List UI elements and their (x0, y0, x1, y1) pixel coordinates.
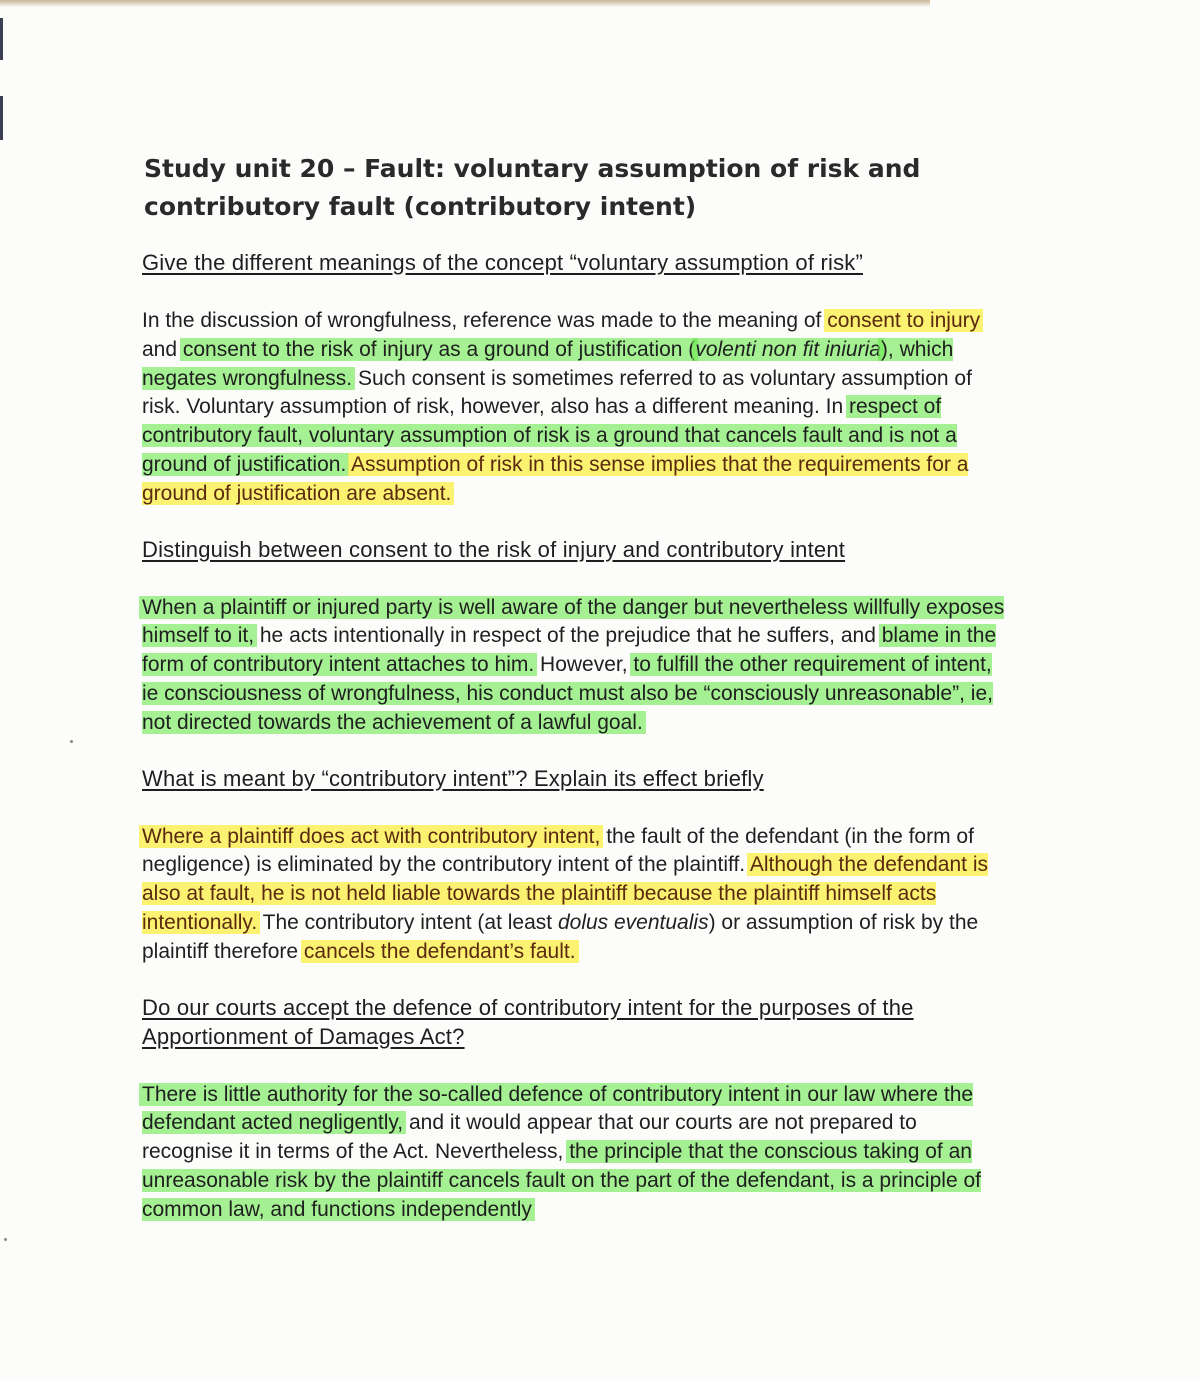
text-run: However, (534, 653, 634, 677)
text-run: Such consent is sometimes referred to as voluntary assumption of risk. Voluntary assumption of risk, however, also has a different meaning. In (142, 366, 972, 419)
text-run: the fault of the defendant (in the form of negligence) is eliminated by the contributory intent of the plaintiff. (142, 824, 974, 877)
page-title: Study unit 20 – Fault: voluntary assumption of risk and contributory fault (contributory intent) (144, 154, 921, 221)
green-highlight: volenti non fit iniuria (695, 337, 881, 361)
yellow-highlight: Although the defendant is also at fault, he is not held liable towards the plaintiff because the plaintiff himself acts intentionally. (142, 853, 989, 934)
section (142, 248, 1012, 509)
green-highlight: the principle that the conscious taking of an unreasonable risk by the plaintiff cancels fault on the part of the defendant, is a principle of common law, and functions independently (142, 1140, 981, 1221)
question-heading: Give the different meanings of the concept “voluntary assumption of risk” (142, 250, 863, 275)
green-highlight: consent to the risk of injury as a ground of justification ( (182, 337, 696, 361)
answer-paragraph (142, 307, 1012, 509)
yellow-highlight: Assumption of risk in this sense implies that the requirements for a ground of justification are absent. (142, 452, 969, 505)
green-highlight: blame in the form of contributory intent attaches to him. (142, 624, 997, 677)
section (142, 993, 1012, 1225)
section (142, 535, 1012, 738)
text-run: ) or assumption of risk by the plaintiff therefore (142, 910, 979, 963)
paper-speck (70, 740, 73, 743)
yellow-highlight: cancels the defendant’s fault. (303, 939, 576, 963)
margin-mark (0, 96, 3, 140)
text-run: dolus eventualis (557, 910, 709, 934)
text-run: In the discussion of wrongfulness, reference was made to the meaning of (142, 309, 828, 332)
section (142, 764, 1012, 967)
green-highlight: ), which negates wrongfulness. (142, 337, 954, 390)
question-heading: What is meant by “contributory intent”? Explain its effect briefly (142, 765, 764, 791)
paper-speck (4, 1238, 7, 1241)
answer-paragraph (142, 1081, 1012, 1225)
green-highlight: respect of contributory fault, voluntary assumption of risk is a ground that cancels fault and is not a ground of justification. (142, 395, 957, 476)
text-run: The contributory intent (at least (257, 910, 558, 934)
margin-mark (0, 18, 3, 60)
text-run: and it would appear that our courts are not prepared to recognise it in terms of the Act. Nevertheless, (142, 1111, 917, 1164)
document-page (142, 150, 1012, 1251)
text-run: he acts intentionally in respect of the prejudice that he suffers, and (254, 624, 882, 648)
green-highlight: There is little authority for the so-called defence of contributory intent in our law where the defendant acted negligently, (142, 1082, 974, 1135)
yellow-highlight: Where a plaintiff does act with contributory intent, (142, 824, 601, 848)
answer-paragraph (142, 823, 1012, 967)
answer-paragraph (142, 594, 1012, 738)
page-top-edge (0, 0, 930, 7)
question-heading: Distinguish between consent to the risk of injury and contributory intent (142, 536, 846, 562)
question-heading: Do our courts accept the defence of contributory intent for the purposes of the Apportionment of Damages Act? (142, 994, 914, 1049)
yellow-highlight: consent to injury (827, 309, 981, 332)
green-highlight: When a plaintiff or injured party is well aware of the danger but nevertheless willfully exposes himself to it, (142, 595, 1005, 648)
green-highlight: to fulfill the other requirement of intent, ie consciousness of wrongfulness, his conduct must also be “consciously unreasonable”, ie, not directed towards the achievement of a lawful goal. (142, 653, 993, 734)
text-run: and (142, 337, 183, 361)
